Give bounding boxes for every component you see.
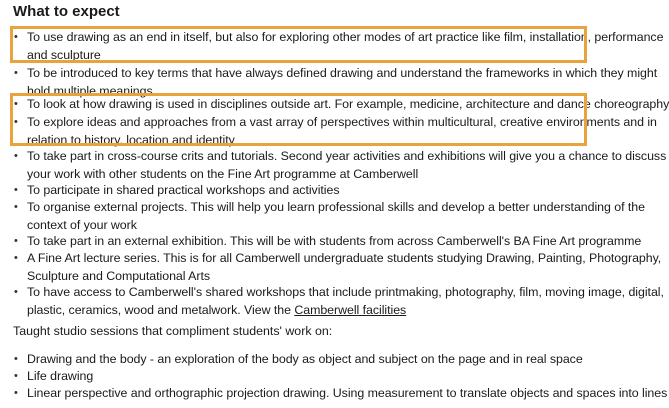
list-item-line: • To organise external projects. This will help you learn professional skills and develop a better understanding of the bbox=[27, 200, 645, 214]
list-item bbox=[27, 28, 664, 64]
list-item bbox=[27, 181, 591, 199]
list-item-line: hold multiple meanings bbox=[27, 84, 153, 98]
list-item bbox=[27, 367, 591, 385]
list-item-line: • Life drawing bbox=[27, 369, 94, 383]
list-item-line: relation to history, location and identity bbox=[27, 133, 235, 147]
list-item bbox=[27, 95, 669, 113]
list-item-line: • To use drawing as an end in itself, but also for exploring other modes of art practice like film, installation, performance bbox=[27, 30, 664, 44]
list-item-line: • To take part in cross-course crits and tutorials. Second year activities and exhibitions will give you a chance to discuss bbox=[27, 149, 667, 163]
list-item-line: • To be introduced to key terms that have always defined drawing and understand the frameworks in which they might bbox=[27, 66, 658, 80]
section-heading: What to expect bbox=[13, 3, 120, 20]
list-item bbox=[27, 283, 664, 319]
list-item bbox=[27, 113, 657, 149]
list-item-line: context of your work bbox=[27, 218, 137, 232]
list-item-line: Sculpture and Computational Arts bbox=[27, 269, 210, 283]
list-item-line: • To take part in an external exhibition. This will be with students from across Camberwell's BA Fine Art programme bbox=[27, 234, 642, 248]
camberwell-facilities-link[interactable]: Camberwell facilities bbox=[294, 303, 407, 317]
list-item bbox=[27, 384, 668, 402]
list-item-line: and sculpture bbox=[27, 48, 101, 62]
list-item-line: • Drawing and the body - an exploration of the body as object and subject on the page and in real space bbox=[27, 352, 583, 366]
list-item-line bbox=[27, 301, 591, 319]
list-item bbox=[27, 350, 591, 368]
list-item-line: • To participate in shared practical workshops and activities bbox=[27, 183, 340, 197]
list-item-line: • To look at how drawing is used in disciplines outside art. For example, medicine, architecture and dance choreography bbox=[27, 97, 669, 111]
taught-intro: Taught studio sessions that compliment students' work on: bbox=[13, 324, 333, 338]
list-item bbox=[27, 147, 667, 183]
list-item bbox=[27, 198, 645, 234]
list-item-line: • To have access to Camberwell's shared workshops that include printmaking, photography, film, moving image, digital, bbox=[27, 285, 664, 299]
list-item-line: • A Fine Art lecture series. This is for all Camberwell undergraduate students studying Drawing, Painting, Photography, bbox=[27, 251, 662, 265]
list-item bbox=[27, 249, 662, 285]
list-item-line: • Linear perspective and orthographic projection drawing. Using measurement to translate objects and spaces into lines bbox=[27, 386, 668, 400]
list-item-line: your work with other students on the Fine Art programme at Camberwell bbox=[27, 167, 419, 181]
list-item-line-text: plastic, ceramics, wood and metalwork. View the bbox=[27, 303, 295, 317]
list-item-line: • To explore ideas and approaches from a vast array of perspectives within multicultural, creative environments and in bbox=[27, 115, 657, 129]
list-item bbox=[27, 232, 642, 250]
